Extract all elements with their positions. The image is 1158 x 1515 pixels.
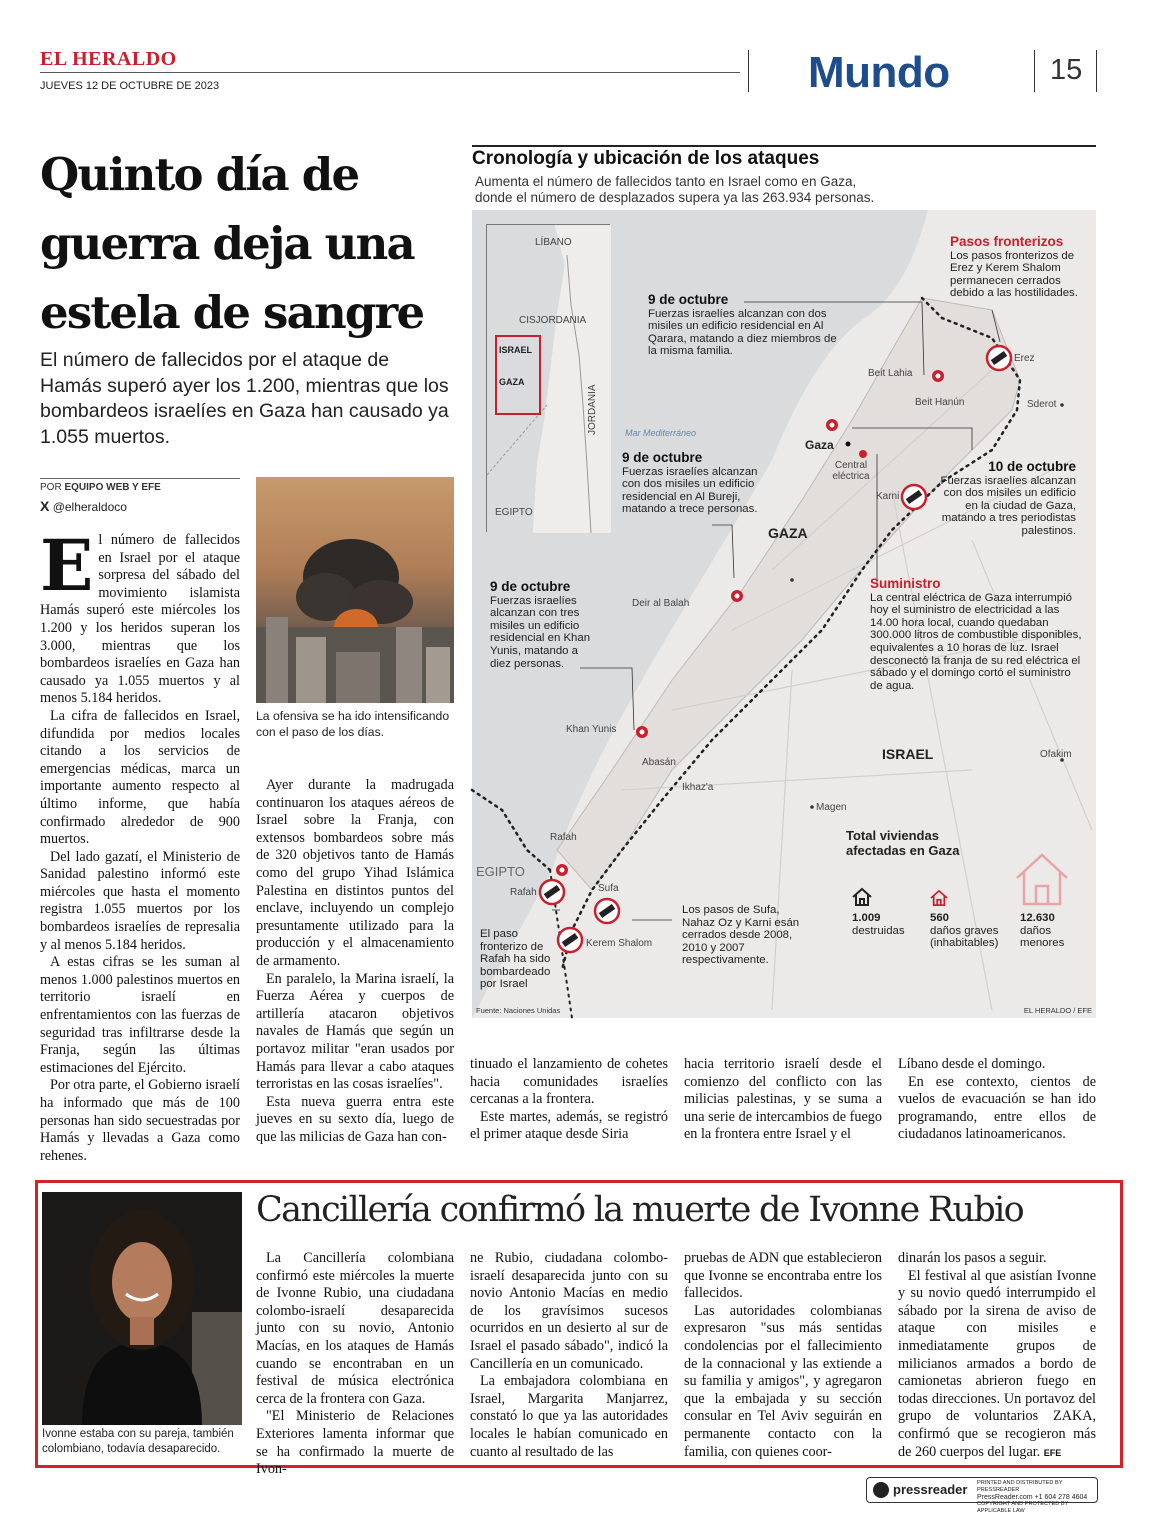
annotation-text: Los pasos fronterizos de Erez y Kerem Shalom permanecen cerrados debido a las hostilidades. xyxy=(950,249,1078,300)
dropcap: E xyxy=(40,524,94,607)
annotation-rafah: El paso fronterizo de Rafah ha sido bombardeado por Israel xyxy=(480,928,551,991)
annotation-suministro xyxy=(870,578,1082,692)
paragraph: hacia territorio israelí desde el comienzo del conflicto con las milicias palestinas, y se suma a una serie de intercambios de fuego en la frontera entre Israel y el xyxy=(684,1056,882,1143)
section-title: Mundo xyxy=(808,48,950,97)
annotation-title: 9 de octubre xyxy=(490,579,571,594)
social-handle[interactable]: @elheraldoco xyxy=(52,500,127,514)
paragraph: A estas cifras se les suman al menos 1.000 palestinos muertos en territorio israelí en enfrentamientos con las fuerzas de seguridad tras infiltrarse desde la Franja, según las últimas estimaciones del Ejército. xyxy=(40,954,240,1076)
place-label: Kerem Shalom xyxy=(586,938,653,949)
annotation-oct9-bureji xyxy=(622,452,772,516)
pressreader-legal xyxy=(977,1480,1097,1515)
annotation-text: Fuerzas israelíes alcanzan con dos misiles un edificio residencial en Al Bureji, matando a trece personas. xyxy=(622,465,758,516)
totals-title: Total viviendas afectadas en Gaza xyxy=(846,828,960,858)
inset-label: LÍBANO xyxy=(535,237,572,248)
map xyxy=(472,210,1096,1018)
stat-severe xyxy=(930,912,1010,950)
header-divider xyxy=(1096,50,1097,92)
legal-line: COPYRIGHT AND PROTECTED BY APPLICABLE LAW xyxy=(977,1501,1069,1514)
header-divider xyxy=(1034,50,1035,92)
sidebar-column-4 xyxy=(898,1250,1096,1462)
paragraph: ne Rubio, ciudadana colombo-israelí desaparecida junto con su novio Antonio Macías en medio de los gravísimos sucesos ocurridos en un desierto al sur de Israel el pasado sábado", indicó la Cancillería en un comunicado. xyxy=(470,1250,668,1372)
explosion-icon xyxy=(826,419,838,431)
infographic-subtitle xyxy=(475,174,1095,206)
place-label: Magen xyxy=(816,802,847,813)
place-label: Abasán xyxy=(642,757,676,768)
explosion-icon xyxy=(932,370,944,382)
paragraph: La Cancillería colombiana confirmó este miércoles la muerte de Ivonne Rubio, una ciudadana colombo-israelí desaparecida junto con su novio, Antonio Macías, en los ataques de Hamás cuando se encontraban en un festival de música electrónica cerca de la frontera con Gaza. xyxy=(256,1250,454,1407)
crossing-icon xyxy=(558,928,582,952)
edition-date: JUEVES 12 DE OCTUBRE DE 2023 xyxy=(40,80,220,92)
region-label: ISRAEL xyxy=(882,746,934,762)
subtitle-line: donde el número de desplazados supera ya las 263.934 personas. xyxy=(475,190,875,205)
stat-value: 560 xyxy=(930,912,950,924)
byline xyxy=(40,482,161,493)
infographic-top-rule xyxy=(472,145,1096,147)
crossing-icon xyxy=(540,880,564,904)
stat-value: 1.009 xyxy=(852,912,881,924)
annotation-text: Fuerzas israelíes alcanzan con dos misiles un edificio residencial en Al Qarara, matando a diez miembros de la misma familia. xyxy=(648,307,837,358)
header-divider xyxy=(748,50,749,92)
portrait-photo xyxy=(42,1192,242,1425)
pressreader-logo-icon xyxy=(873,1482,889,1498)
region-label: GAZA xyxy=(768,525,808,541)
explosion-icon xyxy=(731,590,743,602)
brand-logo: EL HERALDO xyxy=(40,48,177,70)
page-title xyxy=(40,140,460,347)
annotation-oct9-qarara xyxy=(648,294,838,358)
annotation-title: 9 de octubre xyxy=(622,450,703,465)
paragraph: Líbano desde el domingo. xyxy=(898,1056,1046,1072)
annotation-text: Fuerzas israelíes alcanzan con tres misiles un edificio residencial en Khan Yunis, matando a diez personas. xyxy=(490,594,591,670)
annotation-text: La central eléctrica de Gaza interrumpió hoy el suministro de electricidad a las 14.00 hora local, cuando quedaban 300.000 litros de combustible disponibles, equivalentes a 10 horas de luz. Israel desconectó la franja de su red eléctrica el sábado y el domingo cortó el suministro de agua. xyxy=(870,591,1082,692)
crossing-icon xyxy=(987,346,1011,370)
subtitle-line: Aumenta el número de fallecidos tanto en Israel como en Gaza, xyxy=(475,174,857,189)
paragraph: "El Ministerio de Relaciones Exteriores lamenta informar que se ha confirmado la muerte de Ivon- xyxy=(256,1408,454,1478)
paragraph: Ayer durante la madrugada continuaron los ataques aéreos de Israel sobre la Franja, con extensos bombardeos sobre más de 320 objetivos tanto de Hamás como del grupo Yihad Islámica Palestina en distintos puntos del enclave, incluyendo un complejo presuntamente utilizado para la producción y el almacenamiento de armamento. xyxy=(256,777,454,969)
place-label: Sderot xyxy=(1027,399,1057,410)
x-logo-icon: X xyxy=(40,498,50,514)
inset-label: CISJORDANIA xyxy=(519,315,587,326)
house-icon xyxy=(930,890,948,906)
pressreader-badge[interactable] xyxy=(866,1477,1098,1514)
legal-line: PRINTED AND DISTRIBUTED BY PRESSREADER xyxy=(977,1480,1063,1493)
crossing-icon xyxy=(902,485,926,509)
stat-destroyed xyxy=(852,912,922,937)
place-label: Khan Yunis xyxy=(566,724,617,735)
place-label: Karni xyxy=(876,491,900,502)
explosion-icon xyxy=(556,864,568,876)
annotation-pasos xyxy=(950,236,1096,300)
paragraph: Del lado gazatí, el Ministerio de Sanidad palestino informó este miércoles que hasta el momento registra 1.055 muertos por los bombardeos israelíes de represalia y al menos 5.184 heridos. xyxy=(40,848,240,953)
place-label: Rafah xyxy=(550,832,577,843)
annotation-text: Fuerzas israelíes alcanzan con dos misiles un edificio en la ciudad de Gaza, matando a tres periodistas palestinos. xyxy=(940,474,1076,537)
paragraph: La embajadora colombiana en Israel, Margarita Manjarrez, constató lo que ya las autoridades locales le habían comunicado en cuanto al resultado de las xyxy=(470,1373,668,1460)
headline-line: guerra deja una xyxy=(40,217,414,270)
housing-totals xyxy=(846,828,1082,968)
region-label: EGIPTO xyxy=(476,864,525,879)
paragraph: Por otra parte, el Gobierno israelí ha informado que más de 100 personas han sido secuestradas por Hamás y llevadas a Gaza como rehenes. xyxy=(40,1077,240,1164)
photo-caption: La ofensiva se ha ido intensificando con el paso de los días. xyxy=(256,709,450,739)
legal-line: PressReader.com +1 604 278 4604 xyxy=(977,1494,1088,1501)
paragraph: Esta nueva guerra entra este jueves en su sexto día, luego de que las milicias de Gaza han con- xyxy=(256,1093,454,1145)
paragraph: dinarán los pasos a seguir. xyxy=(898,1250,1047,1266)
place-label: Beit Hanún xyxy=(915,397,965,408)
place-label: Erez xyxy=(1014,353,1035,364)
paragraph: En paralelo, la Marina israelí, la Fuerza Aérea y cuerpos de artillería atacaron objetivos navales de Hamás que según un portavoz militar "eran usados por Hamás para llevar a cabo ataques terroristas en las cosas israelíes". xyxy=(256,970,454,1093)
place-label: Ikhaz'a xyxy=(682,782,714,793)
pressreader-brand: pressreader xyxy=(893,1482,968,1497)
portrait-caption: Ivonne estaba con su pareja, también colombiano, todavía desaparecido. xyxy=(42,1428,234,1455)
place-label: Central eléctrica xyxy=(832,460,870,482)
graphic-credit: EL HERALDO / EFE xyxy=(1023,1006,1092,1015)
wire-signature: EFE xyxy=(1043,1447,1062,1458)
paragraph: pruebas de ADN que establecieron que Ivonne se encontraba entre los fallecidos. xyxy=(684,1250,882,1302)
article-column-1 xyxy=(40,524,240,1165)
page-number: 15 xyxy=(1050,54,1083,86)
inset-label: ISRAEL xyxy=(499,345,533,355)
article-column-4 xyxy=(684,1056,882,1144)
annotation-title: Pasos fronterizos xyxy=(950,234,1064,249)
header-rule xyxy=(40,72,740,73)
paragraph: l número de fallecidos en Israel por el ataque sorpresa del sábado del movimiento islamista Hamás superó este miércoles los 1.200 y los heridos superan los 3.000, mientras que los bombardeos israelíes en Gaza han causado ya 1.055 muertos y al menos 5.184 heridos. xyxy=(40,532,240,707)
place-label: Beit Lahia xyxy=(868,368,913,379)
annotation-oct10 xyxy=(928,461,1076,538)
annotation-oct9-khanyunis xyxy=(490,581,596,670)
place-label: Sufa xyxy=(598,883,619,894)
stat-label: destruidas xyxy=(852,924,905,937)
sidebar-column-1 xyxy=(256,1250,454,1479)
infographic-title: Cronología y ubicación de los ataques xyxy=(472,148,820,169)
headline-line: Quinto día de xyxy=(40,148,359,201)
inset-label: JORDANIA xyxy=(587,384,598,435)
annotation-sufa: Los pasos de Sufa, Nahaz Oz y Karni esán cerrados desde 2008, 2010 y 2007 respectivamente. xyxy=(682,904,800,967)
article-column-2 xyxy=(256,777,454,1146)
paragraph: tinuado el lanzamiento de cohetes hacia comunidades israelíes cercanas a la frontera. xyxy=(470,1056,668,1108)
explosion-photo xyxy=(256,477,454,703)
sidebar-headline: Cancillería confirmó la muerte de Ivonne Rubio xyxy=(256,1190,1023,1230)
source-note: Fuente: Naciones Unidas xyxy=(476,1006,561,1015)
article-deck: El número de fallecidos por el ataque de Hamás superó ayer los 1.200, mientras que los bombardeos israelíes en Gaza han causado ya 1.055 muertos. xyxy=(40,349,449,448)
place-label: Rafah xyxy=(510,887,537,898)
paragraph: La cifra de fallecidos en Israel, difundida por medios locales citando a los servicios de emergencias médicas, marca un importante aumento respecto al último informe, que había confirmado alrededor de 900 muertos. xyxy=(40,707,240,848)
byline-rule xyxy=(40,478,240,479)
house-icon xyxy=(1012,850,1072,908)
inset-label: EGIPTO xyxy=(495,507,533,518)
byline-social xyxy=(40,498,127,514)
stat-label: daños menores xyxy=(1020,924,1065,950)
place-label: Mar Mediterráneo xyxy=(625,428,697,438)
crossing-icon xyxy=(595,899,619,923)
headline-line: estela de sangre xyxy=(40,286,424,339)
sidebar-column-2 xyxy=(470,1250,668,1461)
power-plant-marker xyxy=(859,450,867,458)
house-icon xyxy=(852,888,872,906)
paragraph: En ese contexto, cientos de vuelos de evacuación se han ido programando, entre ellos de ciudadanos latinoamericanos. xyxy=(898,1073,1096,1143)
sidebar-column-3 xyxy=(684,1250,882,1461)
annotation-title: 9 de octubre xyxy=(648,292,729,307)
byline-prefix: POR xyxy=(40,482,62,493)
place-label: Deir al Balah xyxy=(632,598,690,609)
place-label: Ofakim xyxy=(1040,749,1072,760)
stat-label: daños graves (inhabitables) xyxy=(930,924,999,950)
paragraph: Las autoridades colombianas expresaron "sus más sentidas condolencias por el fallecimiento de la connacional y las extiende a su familia y amigos", y agregaron que la embajada y su sección consular en Tel Aviv seguirán en permanente contacto con la familia, con quienes coor- xyxy=(684,1302,882,1460)
stat-value: 12.630 xyxy=(1020,912,1055,924)
article-column-5 xyxy=(898,1056,1096,1144)
stat-minor xyxy=(1020,912,1080,950)
place-label: Gaza xyxy=(805,438,834,452)
paragraph: Este martes, además, se registró el primer ataque desde Siria xyxy=(470,1108,668,1143)
inset-map xyxy=(486,224,610,532)
byline-author: EQUIPO WEB Y EFE xyxy=(64,482,161,493)
paragraph: El festival al que asistían Ivonne y su novio quedó interrumpido el sábado por la sirena de aviso de ataque con misiles e inmediatamente grupos de milicianos armados a bordo de camionetas abrieron fuego en todas direcciones. Un portavoz del grupo de voluntarios ZAKA, confirmó que se recogieron más de 260 cuerpos del lugar. xyxy=(898,1267,1096,1460)
annotation-title: Suministro xyxy=(870,576,941,591)
annotation-title: 10 de octubre xyxy=(988,459,1076,474)
inset-label: GAZA xyxy=(499,377,525,387)
article-column-3 xyxy=(470,1056,668,1144)
explosion-icon xyxy=(636,726,648,738)
